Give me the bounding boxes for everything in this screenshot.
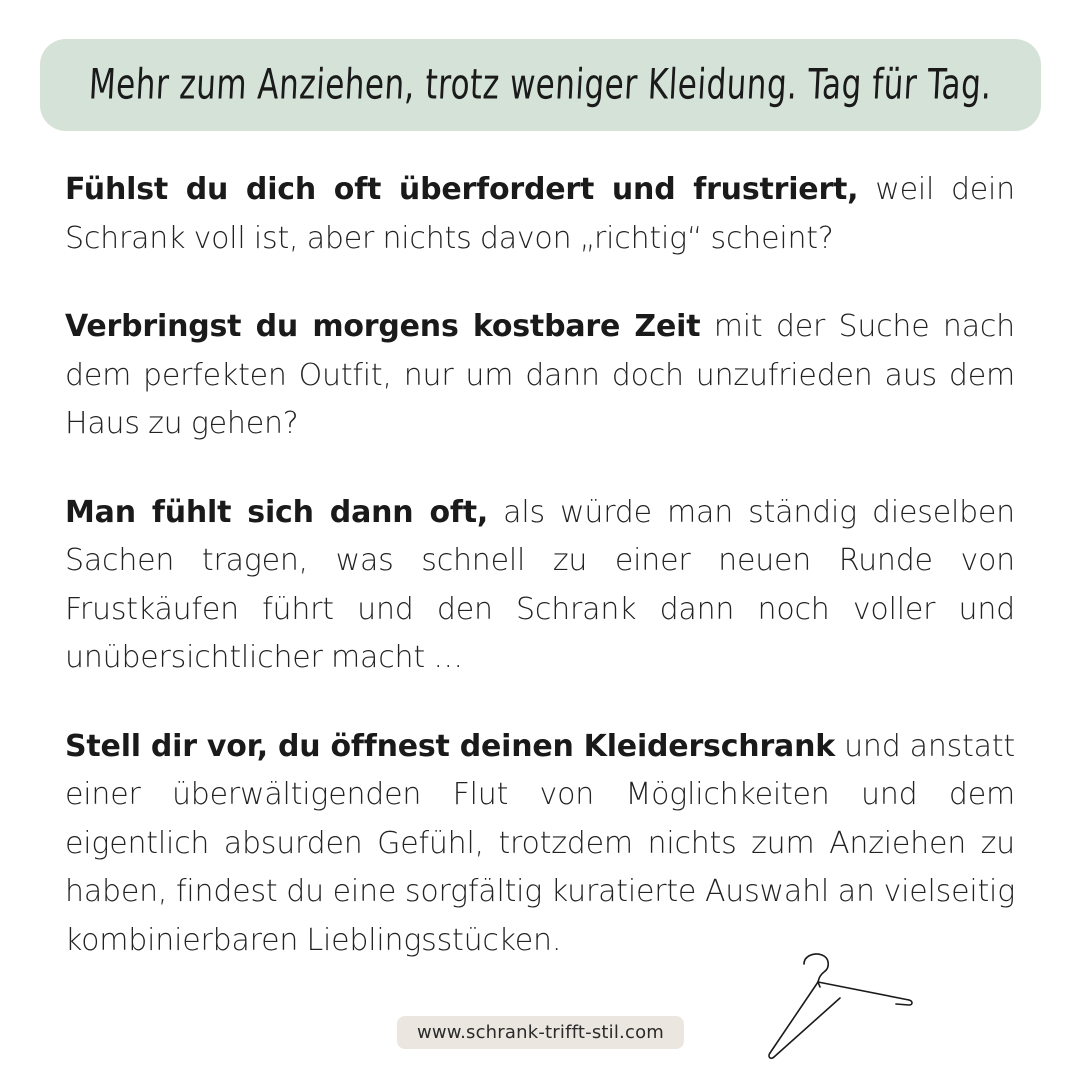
paragraph-3 <box>65 489 1015 683</box>
paragraph-1-rest: weil dein Schrank voll ist, aber nichts davon „richtig“ scheint? <box>65 172 1015 256</box>
paragraph-3-rest: als würde man ständig dieselben Sachen tragen, was schnell zu einer neuen Runde von Frustkäufen führt und den Schrank dann noch voller und unübersichtlicher macht … <box>65 494 1015 675</box>
paragraph-3-lead: Man fühlt sich dann oft, <box>65 494 489 530</box>
website-link[interactable]: www.schrank-trifft-stil.com <box>397 1016 684 1049</box>
paragraph-4-lead: Stell dir vor, du öffnest deinen Kleiderschrank <box>65 728 835 764</box>
paragraph-2-lead: Verbringst du morgens kostbare Zeit <box>65 309 701 344</box>
paragraph-4-rest: und anstatt einer überwältigenden Flut von Möglichkeiten und dem eigentlich absurden Gefühl, trotzdem nichts zum Anziehen zu haben, findest du eine sorgfältig kuratierte Auswahl an vielseitig kombinierbaren Lieblingsstücken. <box>65 728 1015 958</box>
paragraph-2 <box>65 303 1015 449</box>
paragraph-1-lead: Fühlst du dich oft überfordert und frustriert, <box>65 172 859 207</box>
hanger-icon <box>760 950 920 1062</box>
paragraph-2-rest: mit der Suche nach dem perfekten Outfit, nur um dann doch unzufrieden aus dem Haus zu gehen? <box>65 309 1015 441</box>
headline-text: Mehr zum Anziehen, trotz weniger Kleidung. Tag für Tag. <box>87 60 994 110</box>
body-text <box>65 166 1015 1005</box>
headline-banner <box>40 39 1041 131</box>
paragraph-1 <box>65 166 1015 263</box>
paragraph-4 <box>65 723 1015 966</box>
